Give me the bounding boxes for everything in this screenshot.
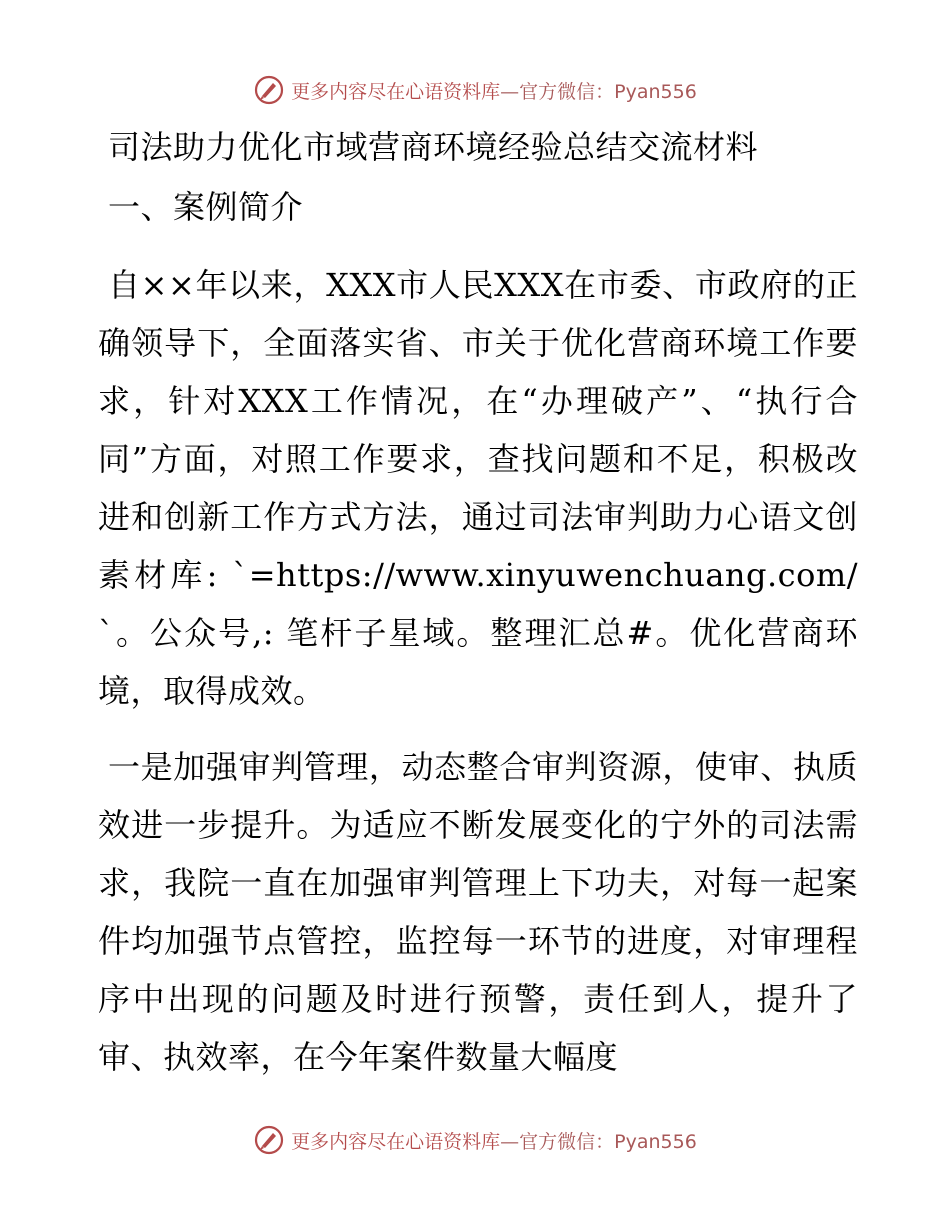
banner-text [291, 77, 697, 104]
quill-pen-logo-icon [253, 1124, 285, 1156]
banner-site: 更多内容尽在心语资料库 [291, 80, 501, 103]
paragraph-intro [98, 256, 858, 720]
banner-site: 更多内容尽在心语资料库 [291, 1130, 501, 1153]
document-title: 司法助力优化市域营商环境经验总结交流材料 [108, 128, 759, 166]
footer-banner [0, 1120, 950, 1160]
header-banner [0, 70, 950, 110]
banner-wechat: 官方微信：Pyan556 [519, 80, 697, 103]
quill-pen-logo-icon [253, 74, 285, 106]
paragraph-point-one [98, 738, 858, 1086]
paragraph-point-one-text: 一是加强审判管理，动态整合审判资源，使审、执质效进一步提升。为适应不断发展变化的宁外的司法需求，我院一直在加强审判管理上下功夫，对每一起案件均加强节点管控，监控每一环节的进度，对审理程序中出现的问题及时进行预警，责任到人，提升了审、执效率，在今年案件数量大幅度 [98, 748, 858, 1076]
paragraph-intro-text: 自××年以来，XXX市人民XXX在市委、市政府的正确领导下，全面落实省、市关于优化营商环境工作要求，针对XXX工作情况，在“办理破产”、“执行合同”方面，对照工作要求，查找问题和不足，积极改进和创新工作方式方法，通过司法审判助力心语文创素材库: `=https://www.xinyuwenchuang.com/`。公众号,: 笔杆子星域。整理汇总#。优化营商环境，取得成效。 [98, 266, 858, 710]
banner-text [291, 1127, 697, 1154]
banner-wechat: 官方微信：Pyan556 [519, 1130, 697, 1153]
section-heading: 一、案例简介 [108, 188, 304, 226]
document-body [98, 118, 858, 1086]
banner-dash: — [500, 1130, 520, 1153]
banner-dash: — [500, 80, 520, 103]
